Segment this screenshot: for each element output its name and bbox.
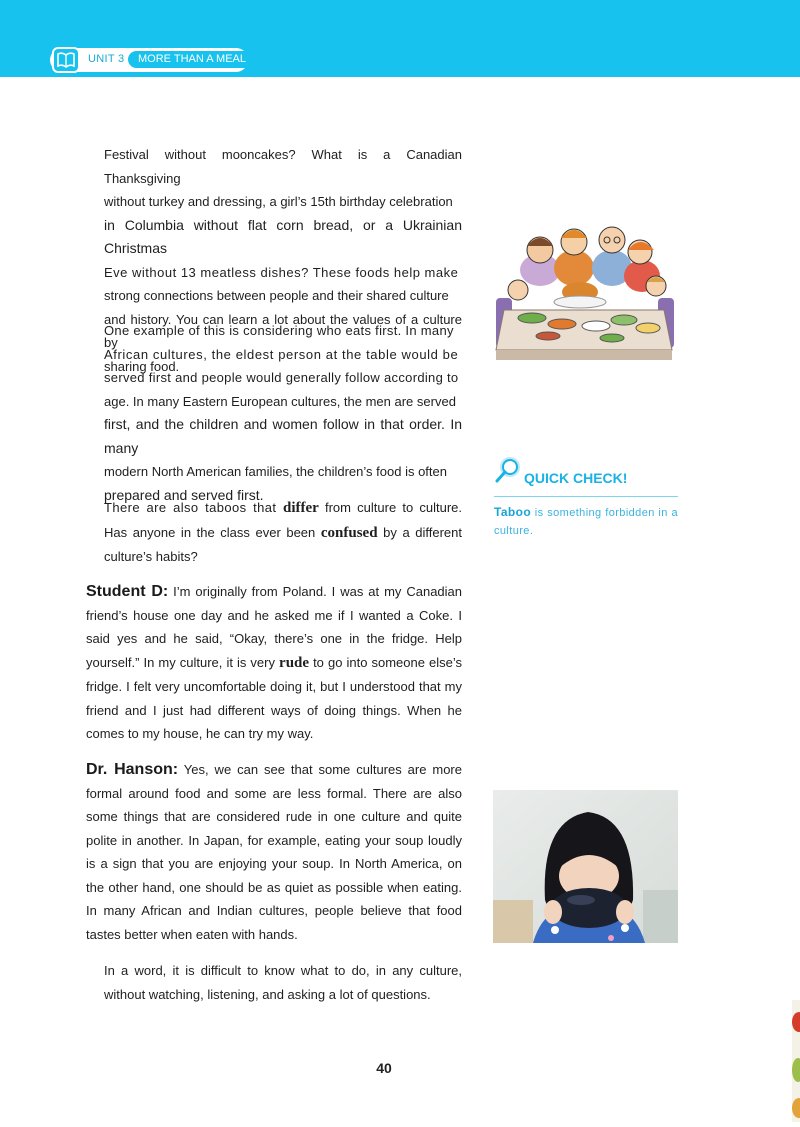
- quick-check-text: [494, 503, 678, 540]
- magnifier-icon: [494, 456, 522, 484]
- unit-number: UNIT 3: [88, 53, 125, 65]
- text-segment: from culture to culture. Has anyone in the class ever been: [104, 500, 462, 540]
- text-line: without turkey and dressing, a girl’s 15th birthday celebration: [104, 194, 453, 209]
- divider: [494, 496, 678, 497]
- text-line: in Columbia without flat corn bread, or a Ukrainian Christmas: [104, 216, 462, 256]
- page-edge-decoration: [786, 1000, 800, 1122]
- unit-title: MORE THAN A MEAL: [128, 51, 256, 68]
- text-segment: by a different culture’s habits?: [104, 524, 462, 564]
- speaker-dr-hanson: Dr. Hanson:: [86, 761, 179, 778]
- page-number: 40: [376, 1060, 392, 1076]
- text-line: and history. You can learn a lot about the values of a culture by: [104, 311, 462, 350]
- text-line: age. In many Eastern European cultures, the men are served: [104, 393, 456, 409]
- speaker-student-d: Student D:: [86, 583, 169, 600]
- text-segment: Yes, we can see that some cultures are more formal around food and some are less formal. There are also some things that are considered rude in one culture and quite polite in another. In Japan, for example, eating your soup loudly is a sign that you are enjoying your soup. In North America, on the other hand, one should be as quiet as possible when eating. In many African and Indian cultures, people believe that food tastes better when eaten with hands.: [86, 762, 462, 942]
- text-line: strong connections between people and their shared culture: [104, 288, 449, 303]
- text-line: Eve without 13 meatless dishes? These foods help make: [104, 264, 459, 280]
- paragraph-taboos: [104, 496, 462, 569]
- keyword-confused: confused: [320, 524, 378, 541]
- girl-drinking-soup-photo: [493, 790, 678, 943]
- paragraph-closing: In a word, it is difficult to know what to do, in any culture, without watching, listening, and asking a lot of questions.: [104, 963, 462, 1002]
- text-line: African cultures, the eldest person at the table would be: [104, 346, 459, 362]
- dr-hanson-block: [86, 758, 462, 946]
- text-line: prepared and served first.: [104, 486, 264, 503]
- family-dinner-illustration: [492, 210, 676, 366]
- quick-check-term: Taboo: [494, 505, 532, 519]
- quick-check-definition: is something forbidden in a culture.: [494, 507, 678, 537]
- paragraph-who-eats-first: [104, 319, 462, 507]
- text-line: One example of this is considering who eats first. In many: [104, 323, 454, 338]
- student-d-block: [86, 580, 462, 746]
- text-line: modern North American families, the children’s food is often: [104, 464, 447, 479]
- text-line: served first and people would generally follow according to: [104, 370, 459, 385]
- text-segment: to go into someone else’s fridge. I felt very uncomfortable doing it, but I understood that my friend and I just had different ways of doing things. When he comes to my house, he can try my way.: [86, 654, 462, 741]
- text-line: first, and the children and women follow in that order. In many: [104, 416, 462, 456]
- book-icon: [52, 47, 80, 73]
- keyword-differ: differ: [282, 500, 319, 516]
- text-line: sharing food.: [104, 358, 180, 374]
- quick-check-title: QUICK CHECK!: [524, 470, 628, 486]
- text-line: Festival without mooncakes? What is a Canadian Thanksgiving: [104, 147, 462, 186]
- keyword-rude: rude: [279, 654, 310, 671]
- text-segment: There are also taboos that: [104, 500, 283, 515]
- text-segment: I’m originally from Poland. I was at my Canadian friend’s house one day and he asked me if I wanted a Coke. I said yes and he said, “Okay, there’s one in the fridge. Help yourself.” In my culture, it is very: [86, 584, 462, 670]
